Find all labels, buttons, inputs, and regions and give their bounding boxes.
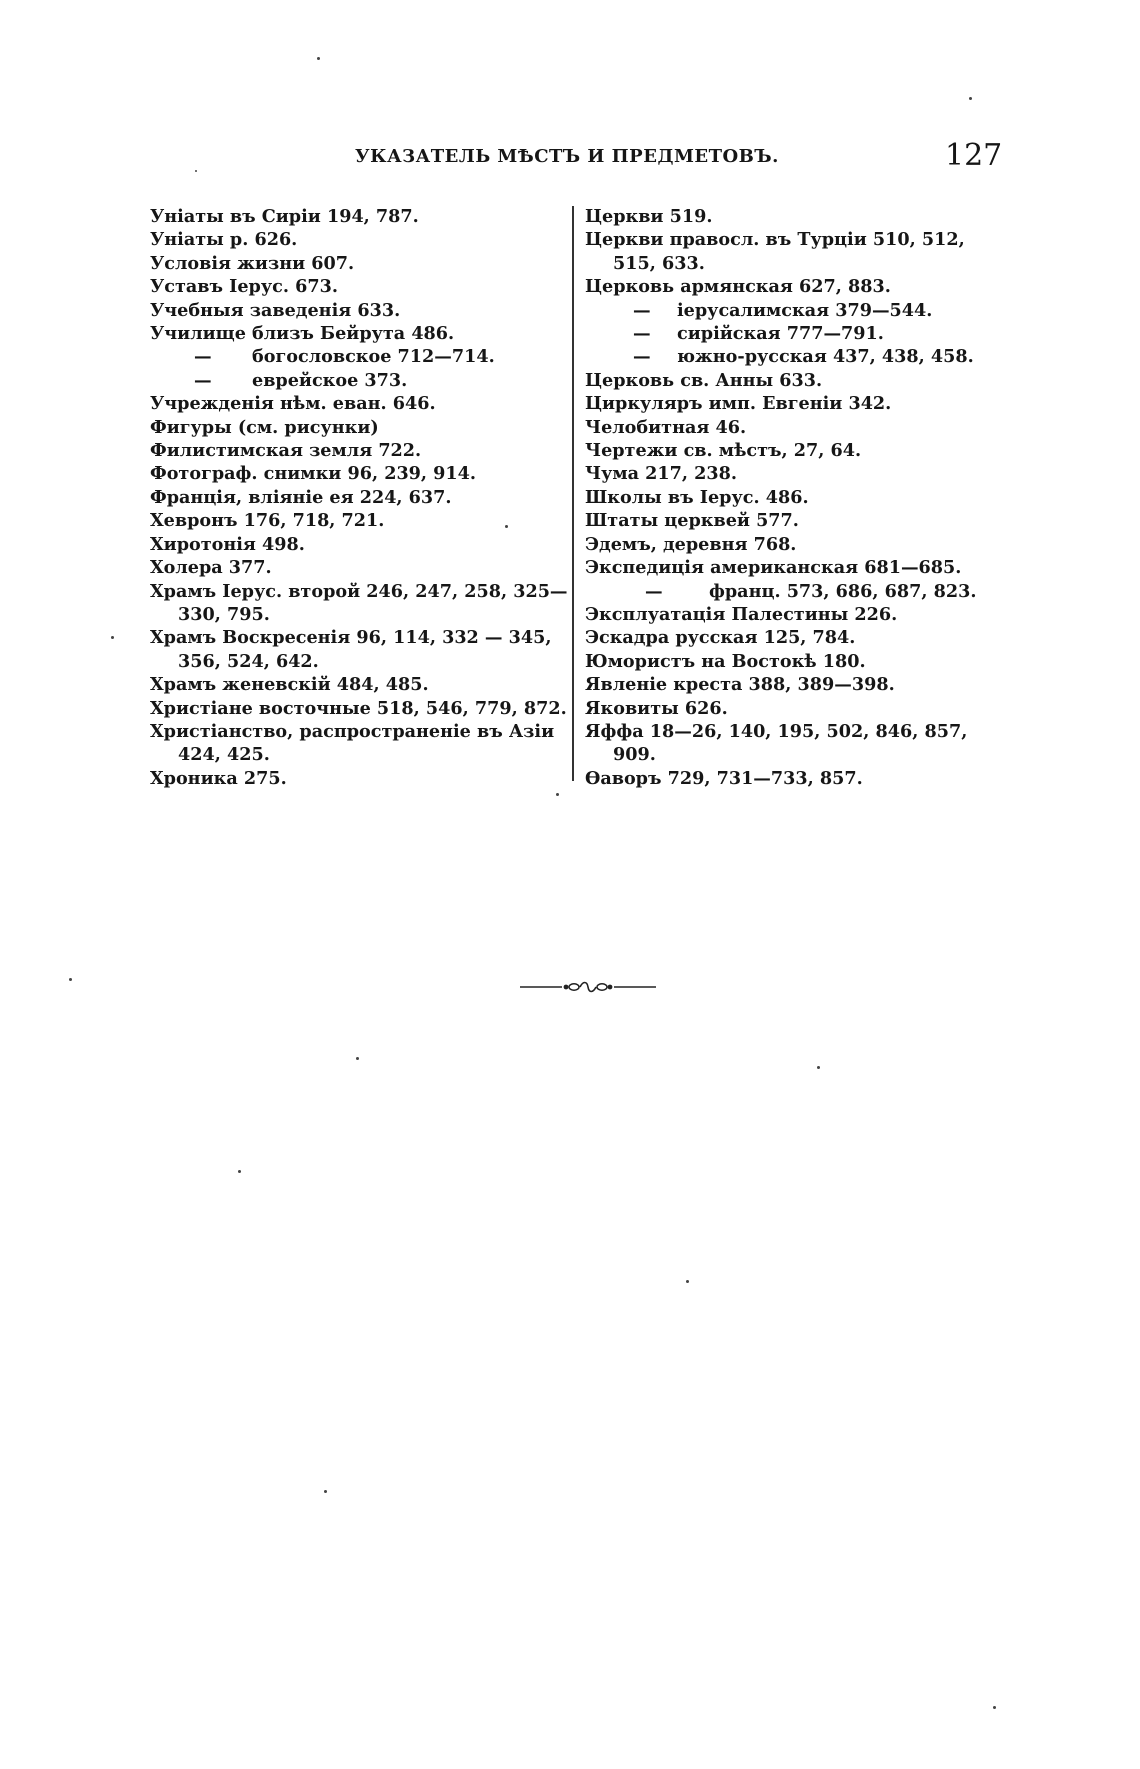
ditto-dash: —: [633, 299, 651, 321]
print-speck: [556, 793, 559, 796]
index-entry: Учебныя заведенія 633.: [150, 299, 401, 321]
index-entry: Условія жизни 607.: [150, 252, 355, 274]
index-entry: Юмористъ на Востокѣ 180.: [585, 650, 866, 672]
page-number: 127: [945, 138, 1003, 173]
ditto-dash: —: [194, 369, 212, 391]
index-subentry-text: сирійская 777—791.: [677, 323, 884, 345]
index-entry: Ѳаворъ 729, 731—733, 857.: [585, 767, 863, 789]
index-entry: Франція, вліяніе ея 224, 637.: [150, 486, 452, 508]
index-subentry-text: южно-русская 437, 438, 458.: [677, 346, 974, 368]
index-entry: Хевронъ 176, 718, 721.: [150, 510, 385, 532]
index-subentry: [585, 322, 1005, 345]
index-entry: Холера 377.: [150, 557, 272, 579]
index-column-left: [150, 205, 568, 790]
index-entry-continuation: 424, 425.: [178, 744, 270, 766]
print-speck: [817, 1066, 820, 1069]
end-ornament: [520, 977, 656, 997]
ditto-dash: —: [633, 346, 651, 368]
index-entry: Яковиты 626.: [585, 697, 728, 719]
index-entry: Уніаты р. 626.: [150, 229, 298, 251]
index-subentry-text: іерусалимская 379—544.: [677, 299, 933, 321]
print-speck: [195, 170, 197, 172]
index-subentry: [585, 345, 1005, 368]
index-entry-continuation: 356, 524, 642.: [178, 650, 319, 672]
index-entry: Челобитная 46.: [585, 416, 747, 438]
index-subentry: [585, 299, 1005, 322]
index-entry: Училище близъ Бейрута 486.: [150, 323, 455, 345]
print-speck: [238, 1170, 241, 1173]
index-column-right: [585, 205, 1005, 790]
index-entry: Фигуры (см. рисунки): [150, 416, 379, 438]
print-speck: [686, 1280, 689, 1283]
index-entry: Хроника 275.: [150, 767, 287, 789]
index-subentry: [585, 580, 1005, 603]
index-entry: Филистимская земля 722.: [150, 440, 422, 462]
index-entry: Уставъ Іерус. 673.: [150, 276, 338, 298]
index-entry: Фотограф. снимки 96, 239, 914.: [150, 463, 477, 485]
index-entry: Эксплуатація Палестины 226.: [585, 603, 898, 625]
index-entry-continuation: 515, 633.: [613, 252, 705, 274]
print-speck: [111, 636, 114, 639]
index-entry: Эдемъ, деревня 768.: [585, 533, 797, 555]
index-entry: Чертежи св. мѣстъ, 27, 64.: [585, 440, 862, 462]
index-entry: Христіанство, распространеніе въ Азіи: [150, 720, 555, 742]
print-speck: [69, 978, 72, 981]
index-subentry: [150, 345, 568, 368]
index-entry-continuation: 909.: [613, 744, 656, 766]
index-subentry-text: богословское 712—714.: [252, 346, 495, 368]
index-entry: Храмъ Іерус. второй 246, 247, 258, 325—: [150, 580, 568, 602]
index-entry: Штаты церквей 577.: [585, 510, 799, 532]
index-entry-continuation: 330, 795.: [178, 603, 270, 625]
index-entry: Явленіе креста 388, 389—398.: [585, 674, 895, 696]
index-subentry-text: франц. 573, 686, 687, 823.: [709, 580, 977, 602]
index-entry: Учрежденія нѣм. еван. 646.: [150, 393, 436, 415]
print-speck: [993, 1706, 996, 1709]
index-entry: Чума 217, 238.: [585, 463, 737, 485]
page-title: УКАЗАТЕЛЬ МѢСТЪ И ПРЕДМЕТОВЪ.: [355, 146, 779, 167]
index-entry: Хиротонія 498.: [150, 533, 305, 555]
index-entry: Христіане восточные 518, 546, 779, 872.: [150, 697, 567, 719]
index-entry: Экспедиція американская 681—685.: [585, 557, 962, 579]
index-entry: Храмъ женевскій 484, 485.: [150, 674, 429, 696]
column-divider: [572, 206, 574, 781]
index-subentry-text: еврейское 373.: [252, 369, 408, 391]
print-speck: [505, 525, 508, 528]
page-header: [0, 138, 1140, 178]
index-entry: Школы въ Іерус. 486.: [585, 486, 809, 508]
index-entry: Храмъ Воскресенія 96, 114, 332 — 345,: [150, 627, 552, 649]
index-entry: Эскадра русская 125, 784.: [585, 627, 856, 649]
ditto-dash: —: [633, 323, 651, 345]
index-entry: Церковь св. Анны 633.: [585, 369, 823, 391]
print-speck: [324, 1490, 327, 1493]
index-entry: Яффа 18—26, 140, 195, 502, 846, 857,: [585, 720, 968, 742]
ditto-dash: —: [194, 346, 212, 368]
index-subentry: [150, 369, 568, 392]
print-speck: [317, 57, 320, 60]
index-entry: Циркуляръ имп. Евгеніи 342.: [585, 393, 892, 415]
index-entry: Церкви 519.: [585, 206, 713, 227]
index-entry: Церковь армянская 627, 883.: [585, 276, 891, 298]
index-entry: Уніаты въ Сиріи 194, 787.: [150, 206, 419, 227]
print-speck: [356, 1057, 359, 1060]
print-speck: [969, 97, 972, 100]
index-entry: Церкви правосл. въ Турціи 510, 512,: [585, 229, 965, 251]
ditto-dash: —: [645, 580, 663, 602]
